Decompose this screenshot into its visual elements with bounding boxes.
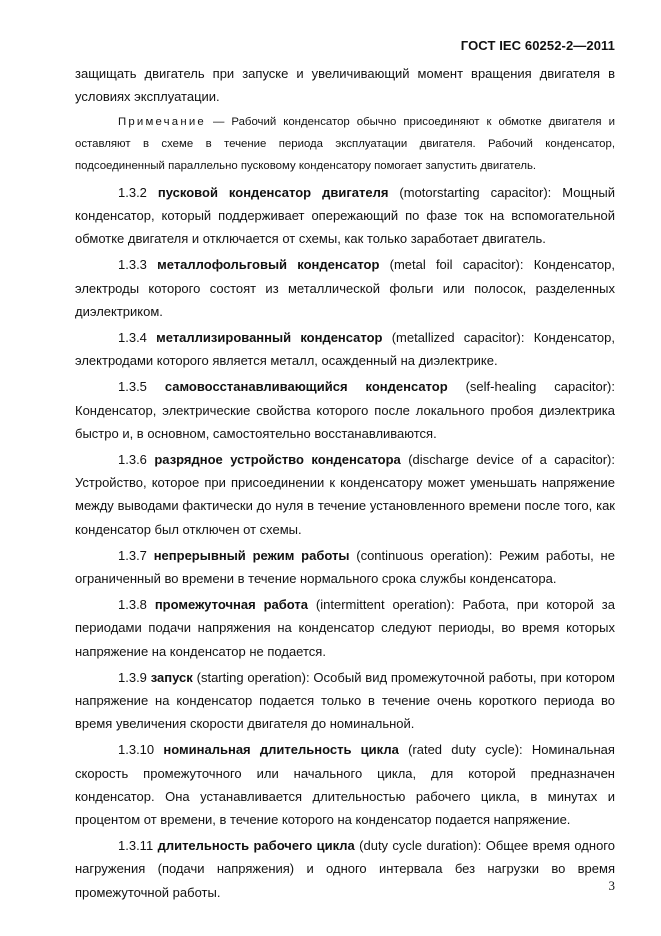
standard-header: ГОСТ IEC 60252-2—2011 — [460, 38, 615, 53]
definition-text: Общее время одного нагружения (подачи напряжения) и одного интервала без нагрузки во время промежуточной работы. — [75, 838, 615, 900]
definition-number: 1.3.7 — [118, 547, 147, 563]
definition-english: (continuous operation): — [356, 547, 493, 563]
definition-text: Мощный конденсатор, который поддерживает опережающий по фазе ток на вспомогательной обмотке двигателя и отключается от схемы, как только заработает двигатель. — [75, 184, 615, 247]
definition-term: номинальная длительность цикла — [163, 742, 399, 758]
definition-text: Устройство, которое при присоединении к конденсатору может уменьшать напряжение между выводами фактически до нуля в течение установленного времени после того, как конденсатор был отключен от схемы. — [75, 475, 615, 537]
definition-term: самовосстанавливающийся конденсатор — [164, 379, 448, 395]
definition-1-3-11 — [75, 834, 615, 904]
definition-english: (intermittent operation): — [315, 597, 455, 613]
definition-english: (rated duty cycle): — [408, 742, 523, 758]
page-number: 3 — [608, 878, 615, 893]
definition-1-3-7 — [75, 544, 615, 590]
definition-number: 1.3.11 — [118, 838, 154, 854]
definition-1-3-2 — [75, 181, 615, 251]
definition-text: Номинальная скорость промежуточного или начального цикла, для которой предназначен конденсатор. Она устанавливается длительностью рабочего цикла, в минутах и процентом от времени, в течение которого на конденсатор подается напряжение. — [75, 742, 615, 828]
definition-term: промежуточная работа — [154, 597, 309, 613]
definition-number: 1.3.5 — [118, 379, 147, 395]
definition-1-3-3 — [75, 253, 615, 323]
definition-number: 1.3.6 — [118, 452, 147, 468]
definition-1-3-10 — [75, 738, 615, 831]
definition-english: (discharge device of a capacitor): — [408, 452, 615, 468]
definition-number: 1.3.8 — [118, 597, 147, 613]
definition-1-3-5 — [75, 375, 615, 445]
definition-number: 1.3.10 — [118, 742, 155, 758]
definition-text: Конденсатор, электродами которого является металл, осажденный на диэлектрике. — [75, 330, 615, 369]
definition-term: пусковой конденсатор двигателя — [157, 184, 389, 200]
definition-text: Работа, при которой за периодами подачи напряжения на конденсатор следуют периоды, во время которых напряжение на конденсатор не подается. — [75, 597, 615, 659]
definition-english: (metallized capacitor): — [391, 330, 525, 346]
definition-1-3-8 — [75, 593, 615, 663]
definition-text: Режим работы, не ограниченный во времени в течение нормального срока службы конденсатора. — [75, 547, 615, 587]
definition-text: Конденсатор, электрические свойства которого после локального пробоя диэлектрика быстро и, в основном, самостоятельно восстанавливаются. — [75, 402, 615, 441]
definition-number: 1.3.4 — [118, 330, 147, 346]
definition-term: металлофольговый конденсатор — [157, 257, 380, 273]
definition-term: металлизированный конденсатор — [156, 330, 383, 346]
intro-paragraph: защищать двигатель при запуске и увеличивающий момент вращения двигателя в условиях эксплуатации. — [75, 66, 615, 105]
definition-number: 1.3.9 — [118, 669, 147, 685]
definition-1-3-9 — [75, 666, 615, 736]
definition-number: 1.3.2 — [118, 184, 147, 200]
definition-english: (metal foil capacitor): — [389, 257, 524, 273]
definition-1-3-4 — [75, 326, 615, 372]
definition-text: Конденсатор, электроды которого состоят из металлической фольги или полосок, разделенных диэлектриком. — [75, 257, 615, 319]
definition-text: Особый вид промежуточной работы, при котором напряжение на конденсатор подается только в течение очень короткого периода во время увеличения скорости двигателя до номинальной. — [75, 669, 615, 732]
definition-1-3-6 — [75, 448, 615, 541]
definition-english: (self-healing capacitor): — [465, 379, 615, 395]
definition-term: запуск — [150, 669, 193, 685]
note-paragraph — [75, 112, 615, 177]
note-label: Примечание — [118, 116, 206, 129]
definition-english: (duty cycle duration): — [359, 838, 482, 854]
definition-english: (motorstarting capacitor): — [399, 184, 552, 200]
definition-number: 1.3.3 — [118, 257, 147, 273]
definition-term: разрядное устройство конденсатора — [154, 452, 401, 468]
page-body — [75, 62, 615, 904]
note-text: — Рабочий конденсатор обычно присоединяют к обмотке двигателя и оставляют в схеме в течение периода эксплуатации двигателя. Рабочий конденсатор, подсоединенный параллельно пусковому конденсатору помогает запустить двигатель. — [75, 116, 615, 172]
definition-term: непрерывный режим работы — [153, 547, 350, 563]
definition-term: длительность рабочего цикла — [157, 838, 355, 854]
definition-english: (starting operation): — [196, 669, 310, 685]
